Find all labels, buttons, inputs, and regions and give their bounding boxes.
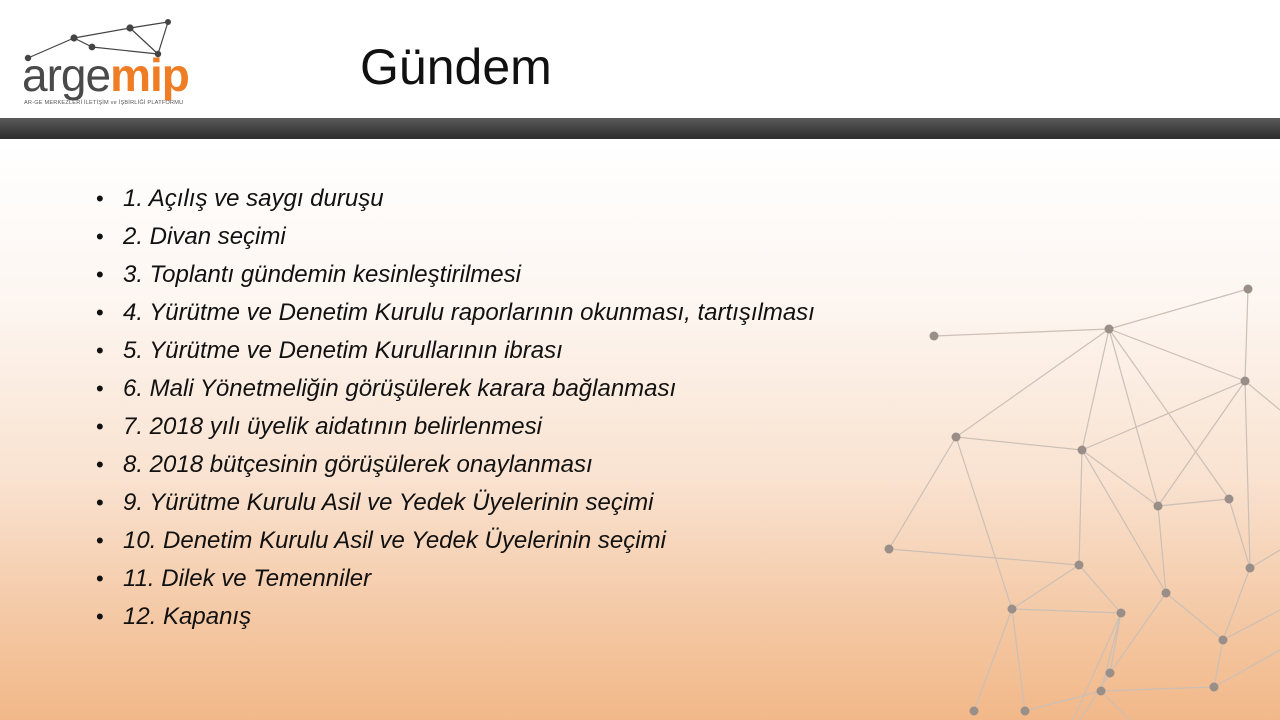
argemip-logo — [18, 14, 198, 114]
logo-brand-orange: mip — [110, 49, 189, 101]
decorative-network-graphic — [870, 270, 1280, 720]
agenda-item: • 10. Denetim Kurulu Asil ve Yedek Üyelerinin seçimi — [96, 522, 815, 560]
logo-subtitle: AR-GE MERKEZLERİ İLETİŞİM ve İŞBİRLİĞİ PLATFORMU — [24, 100, 184, 106]
logo-wordmark — [22, 49, 189, 101]
slide-header — [0, 0, 1280, 118]
agenda-item: • 12. Kapanış — [96, 598, 815, 636]
agenda-item: • 11. Dilek ve Temenniler — [96, 560, 815, 598]
agenda-item: • 9. Yürütme Kurulu Asil ve Yedek Üyelerinin seçimi — [96, 484, 815, 522]
slide-title: Gündem — [360, 39, 552, 95]
agenda-item: • 6. Mali Yönetmeliğin görüşülerek karara bağlanması — [96, 370, 815, 408]
agenda-item: • 1. Açılış ve saygı duruşu — [96, 180, 815, 218]
agenda-item: • 2. Divan seçimi — [96, 218, 815, 256]
agenda-item: • 5. Yürütme ve Denetim Kurullarının ibrası — [96, 332, 815, 370]
agenda-item: • 3. Toplantı gündemin kesinleştirilmesi — [96, 256, 815, 294]
agenda-item: • 7. 2018 yılı üyelik aidatının belirlenmesi — [96, 408, 815, 446]
agenda-list — [96, 180, 815, 636]
header-divider-bar — [0, 118, 1280, 139]
logo-brand-gray: arge — [22, 49, 111, 101]
agenda-item: • 4. Yürütme ve Denetim Kurulu raporlarının okunması, tartışılması — [96, 294, 815, 332]
agenda-item: • 8. 2018 bütçesinin görüşülerek onaylanması — [96, 446, 815, 484]
